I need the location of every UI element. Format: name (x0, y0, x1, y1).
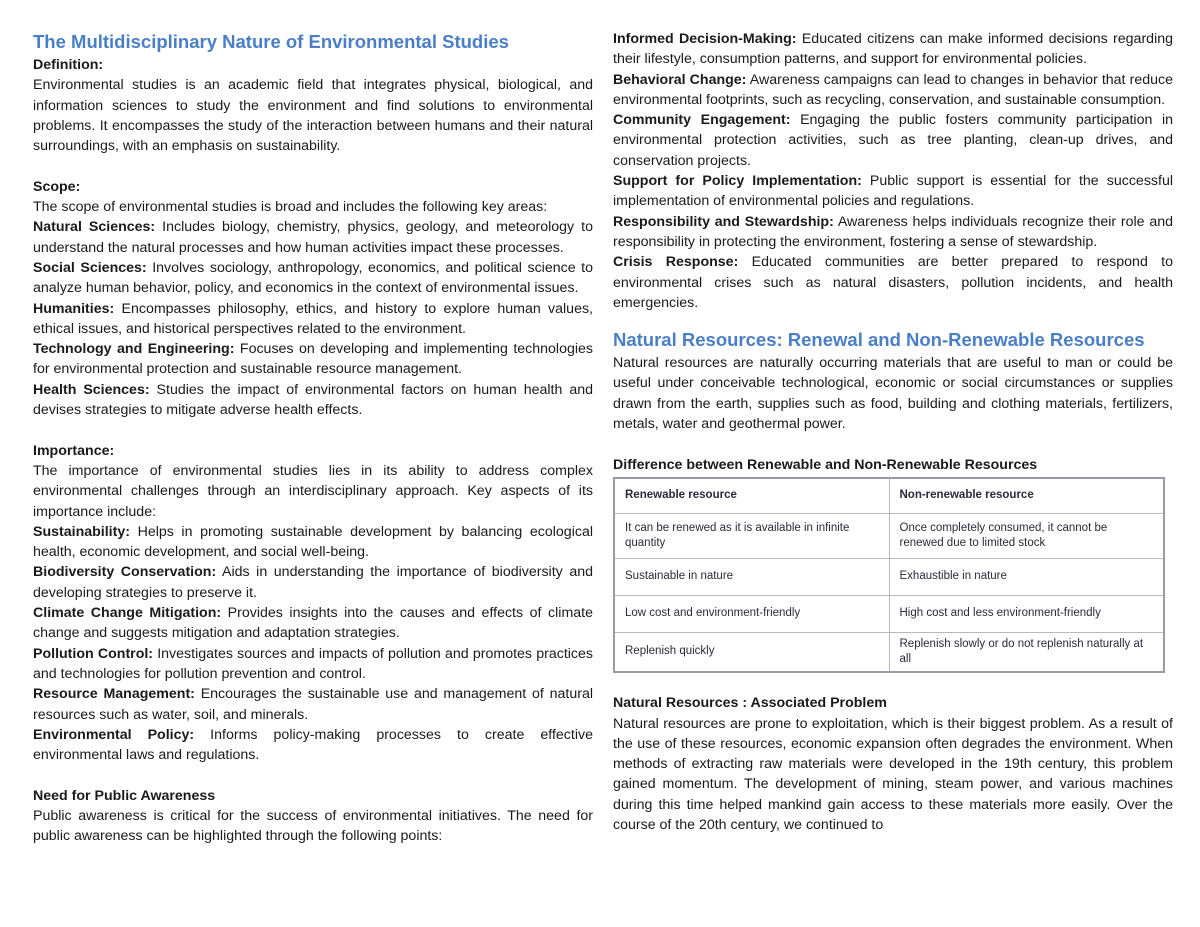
comparison-table-wrapper (613, 477, 1173, 673)
left-column (33, 29, 593, 847)
definition-heading: Definition: (33, 57, 104, 73)
importance-heading: Importance: (33, 442, 115, 459)
table-row (614, 558, 1164, 595)
scope-item: Social Sciences: Involves sociology, anthropology, economics, and political science to analyze human behavior, policy, and economics in the context of environmental issues. (33, 259, 594, 297)
scope-item: Natural Sciences: Includes biology, chemistry, physics, geology, and meteorology to understand the natural processes and how human activities impact these processes. (33, 219, 593, 256)
table-header-cell: Non-renewable resource (889, 478, 1164, 514)
page-title: The Multidisciplinary Nature of Environmental Studies (33, 31, 509, 52)
table-header-row (614, 478, 1164, 514)
awareness-item: Support for Policy Implementation: Public support is essential for the successful implementation of environmental policies and regulations. (613, 173, 1173, 210)
importance-intro: The importance of environmental studies lies in its ability to address complex environmental challenges through an interdisciplinary approach. Key aspects of its importance include: (33, 462, 593, 520)
resources-title: Natural Resources: Renewal and Non-Renewable Resources (613, 329, 1145, 351)
importance-item: Environmental Policy: Informs policy-making processes to create effective environmental laws and regulations. (33, 726, 593, 764)
importance-item: Sustainability: Helps in promoting sustainable development by balancing ecological health, economic development, and social well-being. (33, 523, 593, 561)
awareness-item: Crisis Response: Educated communities are better prepared to respond to environmental crises such as natural disasters, pollution incidents, and health emergencies. (613, 254, 1173, 311)
table-cell: Replenish slowly or do not replenish naturally at all (889, 632, 1164, 672)
awareness-item: Responsibility and Stewardship: Awareness helps individuals recognize their role and responsibility in protecting the environment, fostering a sense of stewardship. (613, 213, 1174, 250)
table-header-cell: Renewable resource (614, 478, 889, 514)
importance-item: Resource Management: Encourages the sustainable use and management of natural resources such as water, soil, and minerals. (33, 686, 594, 723)
table-cell: It can be renewed as it is available in infinite quantity (614, 513, 889, 558)
table-cell: Once completely consumed, it cannot be renewed due to limited stock (889, 513, 1164, 558)
awareness-heading: Need for Public Awareness (33, 787, 216, 804)
importance-item: Pollution Control: Investigates sources and impacts of pollution and promotes practices and technologies for pollution prevention and control. (33, 645, 593, 682)
awareness-item: Behavioral Change: Awareness campaigns can lead to changes in behavior that reduce environmental footprints, such as recycling, conservation, and sustainable consumption. (613, 71, 1173, 108)
awareness-item: Informed Decision-Making: Educated citizens can make informed decisions regarding their lifestyle, consumption patterns, and support for environmental policies. (613, 31, 1173, 68)
awareness-intro: Public awareness is critical for the success of environmental initiatives. The need for public awareness can be highlighted through the following points: (33, 807, 593, 845)
table-title: Difference between Renewable and Non-Renewable Resources (613, 456, 1038, 473)
importance-item: Biodiversity Conservation: Aids in understanding the importance of biodiversity and developing strategies to preserve it. (33, 564, 593, 601)
resources-text: Natural resources are naturally occurring materials that are useful to man or could be useful under conceivable technological, economic or social circumstances or supplies drawn from the earth, supplies such as food, building and clothing materials, fertilizers, metals, water and geothermal power. (613, 355, 1173, 433)
importance-item: Climate Change Mitigation: Provides insights into the causes and effects of climate change and suggests mitigation and adaptation strategies. (33, 605, 593, 642)
comparison-table (613, 477, 1165, 673)
problem-heading: Natural Resources : Associated Problem (613, 695, 887, 712)
scope-intro: The scope of environmental studies is broad and includes the following key areas: (33, 199, 548, 216)
table-row (614, 513, 1164, 558)
problem-text: Natural resources are prone to exploitation, which is their biggest problem. As a result of the use of these resources, economic expansion often degrades the environment. When methods of extracting raw materials were developed in the 19th century, this problem gained momentum. The development of mining, steam power, and various machines during this time helped mankind gain access to these materials more easily. Over the course of the 20th century, we continued to (613, 715, 1173, 834)
table-row (614, 595, 1164, 632)
table-cell: Replenish quickly (614, 632, 889, 672)
table-cell: Sustainable in nature (614, 558, 889, 595)
awareness-item: Community Engagement: Engaging the public fosters community participation in environmental protection activities, such as tree planting, clean-up drives, and conservation projects. (613, 112, 1173, 169)
table-cell: Low cost and environment-friendly (614, 595, 889, 632)
scope-item: Health Sciences: Studies the impact of environmental factors on human health and devises strategies to mitigate adverse health effects. (33, 381, 593, 419)
definition-text: Environmental studies is an academic field that integrates physical, biological, and information sciences to study the environment and find solutions to environmental problems. It encompasses the study of the interaction between humans and their natural surroundings, with an emphasis on sustainability. (33, 77, 593, 155)
scope-item: Humanities: Encompasses philosophy, ethics, and history to explore human values, ethical issues, and historical perspectives related to the environment. (33, 300, 593, 337)
right-column (613, 29, 1173, 835)
scope-item: Technology and Engineering: Focuses on developing and implementing technologies for environmental protection and sustainable resource management. (33, 341, 593, 378)
scope-heading: Scope: (33, 178, 81, 195)
table-row (614, 632, 1164, 672)
table-cell: High cost and less environment-friendly (889, 595, 1164, 632)
table-cell: Exhaustible in nature (889, 558, 1164, 595)
